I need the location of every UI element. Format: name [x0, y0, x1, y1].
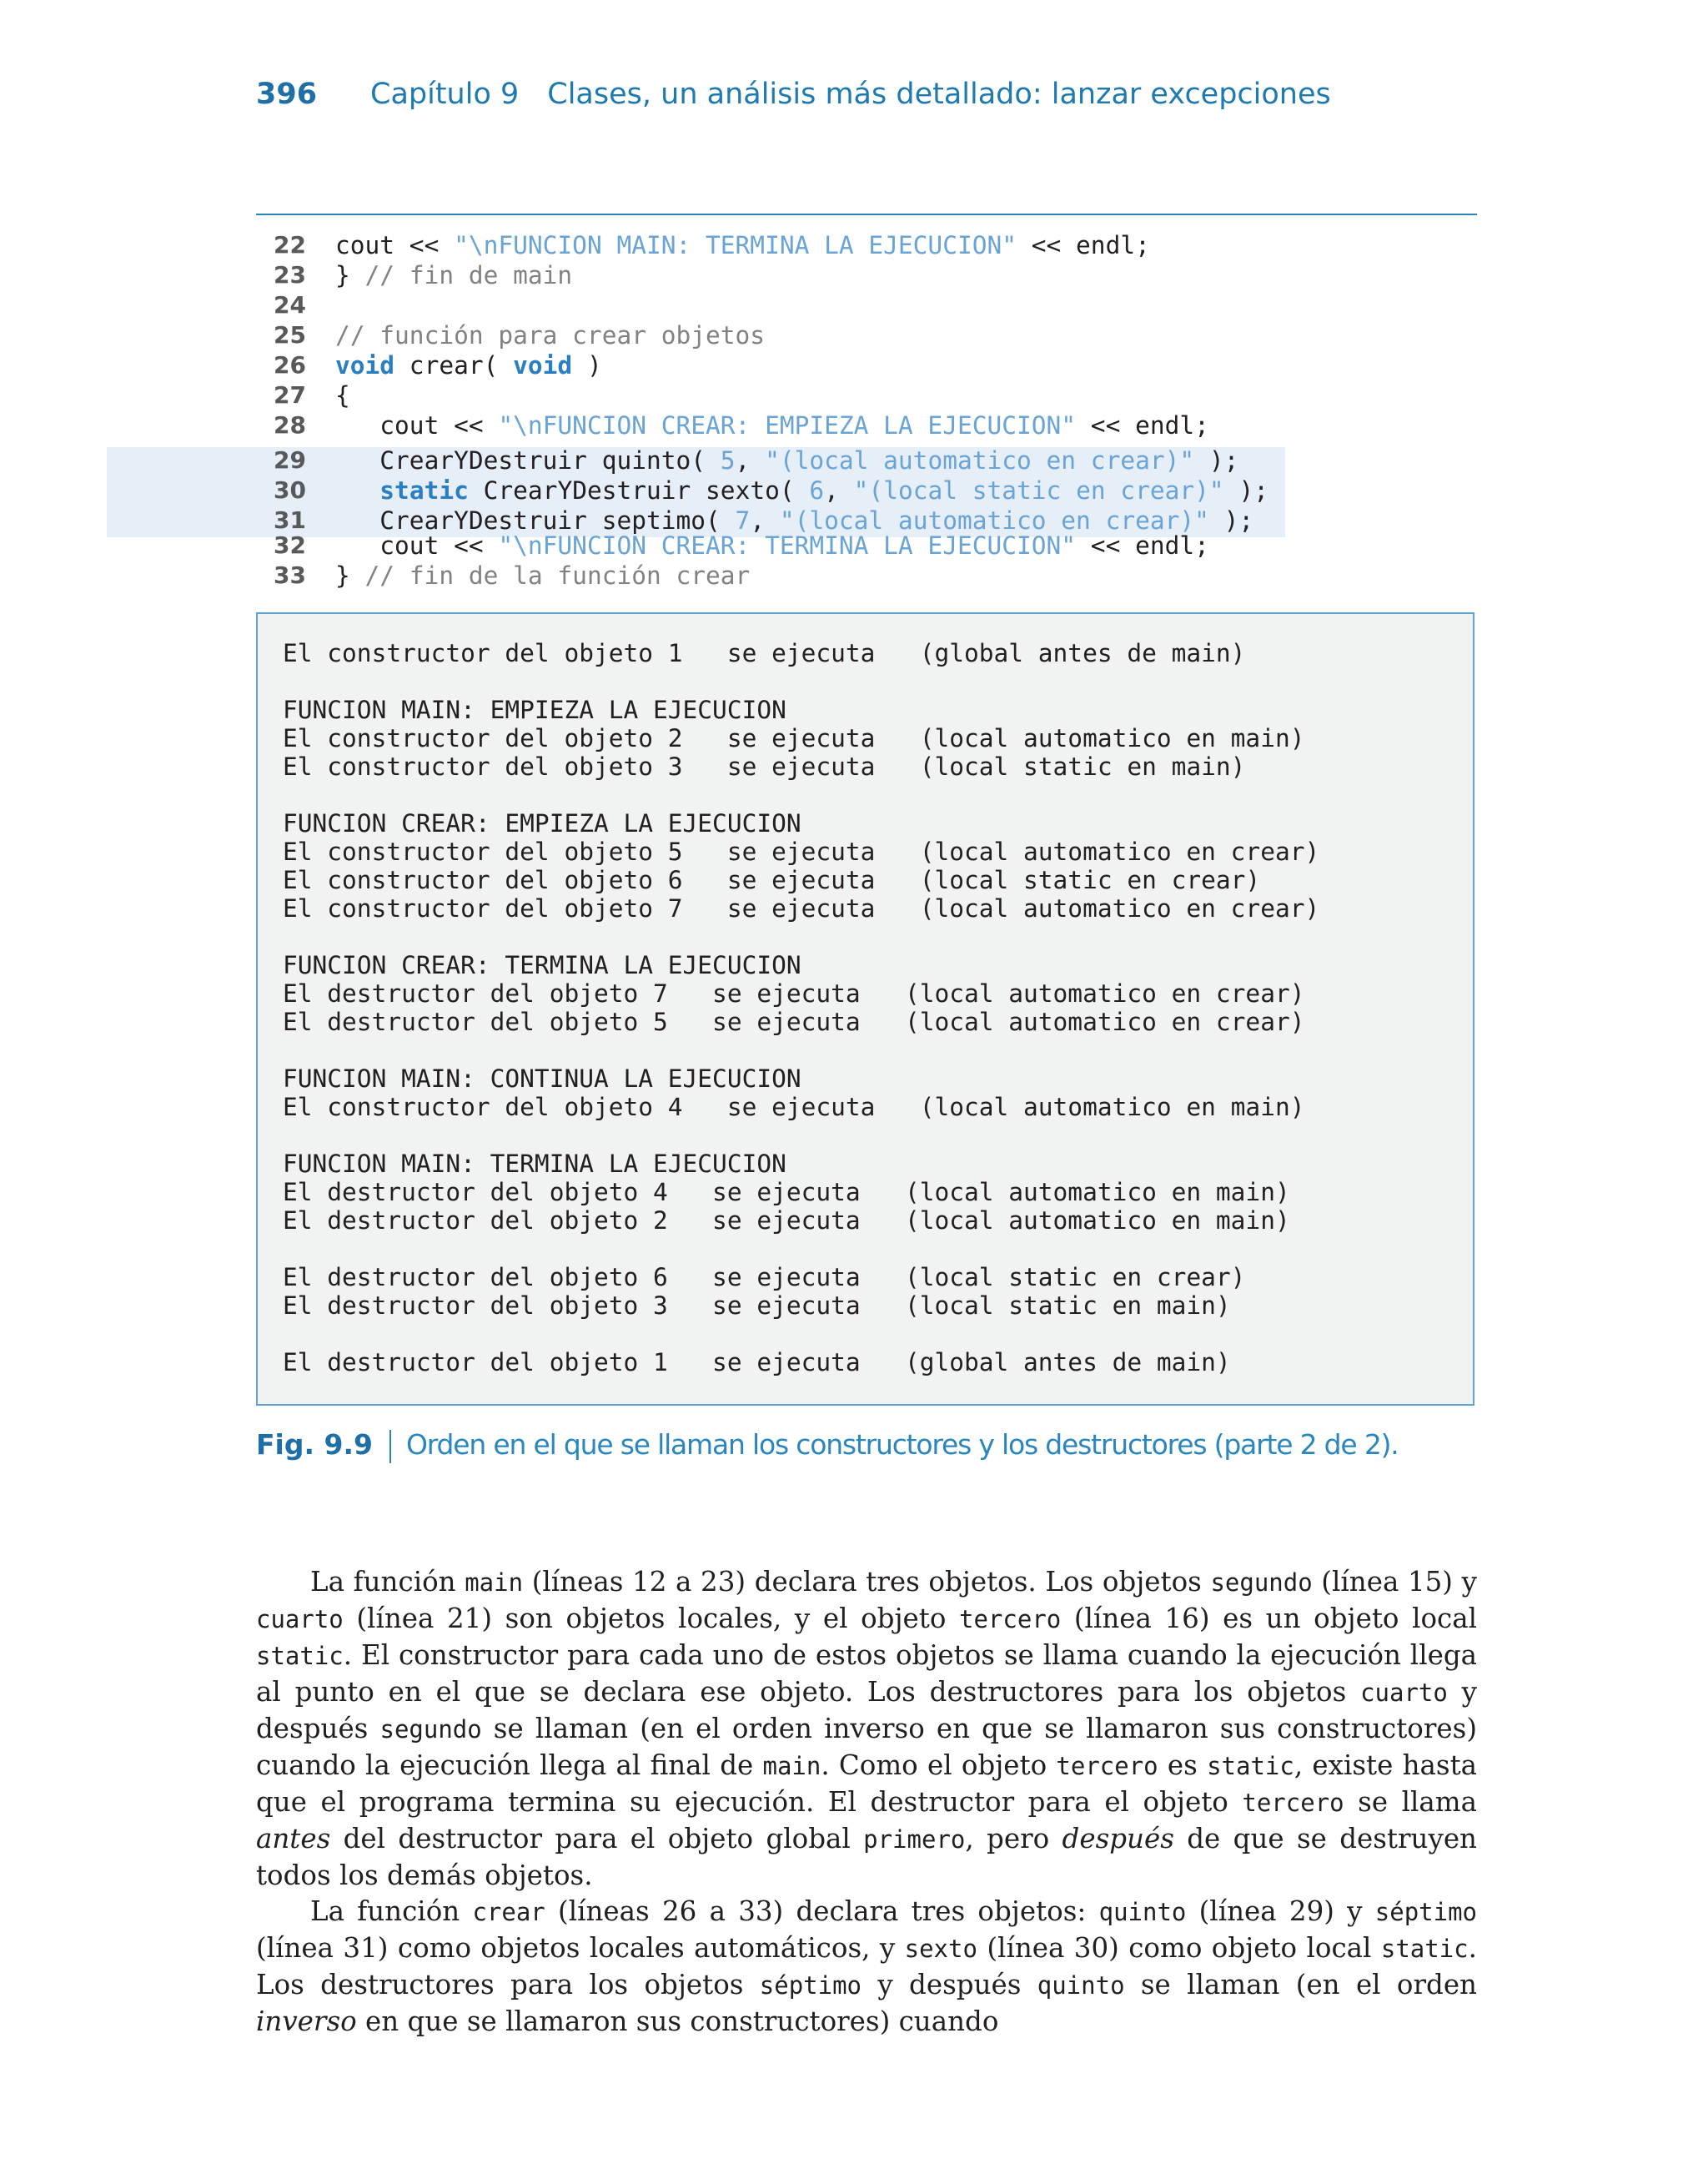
- code-text: } // fin de main: [335, 261, 573, 289]
- code-text: // función para crear objetos: [335, 321, 766, 350]
- code-text: void crear( void ): [335, 351, 602, 380]
- code-line: [256, 531, 1477, 561]
- output-line: FUNCION MAIN: TERMINA LA EJECUCION: [283, 1150, 786, 1178]
- code-line: [256, 561, 1477, 591]
- page-number: 396: [256, 78, 318, 111]
- output-line: El constructor del objeto 6 se ejecuta (local static en crear): [283, 866, 1261, 894]
- output-line: El destructor del objeto 1 se ejecuta (global antes de main): [283, 1348, 1231, 1376]
- output-line: El destructor del objeto 7 se ejecuta (local automatico en crear): [283, 979, 1305, 1008]
- line-number: 29: [274, 446, 306, 474]
- body-paragraph: La función crear (líneas 26 a 33) declara tres objetos: quinto (línea 29) y séptimo (línea 31) como objetos locales automáticos, y sexto (línea 30) como objeto local static. Los destructores para los objetos séptimo y después quinto se llaman (en el orden inverso en que se llamaron sus constructores) cuando: [256, 1895, 1478, 2037]
- output-line: El constructor del objeto 2 se ejecuta (local automatico en main): [283, 724, 1305, 752]
- caption-text: Orden en el que se llaman los constructores y los destructores (parte 2 de 2).: [405, 1428, 1399, 1461]
- output-line: El constructor del objeto 1 se ejecuta (global antes de main): [283, 639, 1246, 667]
- code-line: [256, 320, 1477, 350]
- code-line: [256, 260, 1477, 290]
- line-number: 26: [274, 351, 306, 379]
- figure-label: Fig. 9.9: [256, 1428, 373, 1461]
- figure-caption: [256, 1428, 1399, 1463]
- code-line: [256, 410, 1477, 440]
- output-line: FUNCION CREAR: EMPIEZA LA EJECUCION: [283, 809, 801, 838]
- output-line: FUNCION CREAR: TERMINA LA EJECUCION: [283, 951, 801, 979]
- output-line: El destructor del objeto 2 se ejecuta (local automatico en main): [283, 1206, 1290, 1235]
- caption-divider: [389, 1430, 391, 1463]
- line-number: 30: [274, 476, 306, 504]
- code-text: cout << "\nFUNCION CREAR: TERMINA LA EJECUCION" << endl;: [335, 531, 1209, 560]
- line-number: 32: [274, 531, 306, 559]
- line-number: 22: [274, 231, 306, 259]
- line-number: 33: [274, 561, 306, 589]
- output-line: FUNCION MAIN: EMPIEZA LA EJECUCION: [283, 696, 786, 724]
- output-line: El constructor del objeto 5 se ejecuta (local automatico en crear): [283, 838, 1320, 866]
- chapter-label: Capítulo 9: [370, 78, 520, 111]
- output-line: El constructor del objeto 7 se ejecuta (local automatico en crear): [283, 894, 1320, 923]
- line-number: 28: [274, 411, 306, 439]
- line-number: 25: [274, 321, 306, 349]
- body-text: [256, 1564, 1477, 2040]
- line-number: 23: [274, 261, 306, 289]
- program-output-box: [256, 612, 1474, 1406]
- output-line: El destructor del objeto 5 se ejecuta (local automatico en crear): [283, 1008, 1305, 1036]
- output-line: El destructor del objeto 6 se ejecuta (local static en crear): [283, 1263, 1246, 1291]
- output-line: El destructor del objeto 4 se ejecuta (local automatico en main): [283, 1178, 1290, 1206]
- code-text: } // fin de la función crear: [335, 561, 751, 590]
- top-rule: [256, 214, 1477, 215]
- code-text: cout << "\nFUNCION CREAR: EMPIEZA LA EJECUCION" << endl;: [335, 411, 1209, 440]
- code-line: [256, 380, 1477, 410]
- code-line: [256, 476, 1477, 506]
- output-line: FUNCION MAIN: CONTINUA LA EJECUCION: [283, 1064, 801, 1093]
- line-number: 31: [274, 506, 306, 534]
- chapter-title: Clases, un análisis más detallado: lanzar excepciones: [547, 78, 1331, 111]
- output-line: El constructor del objeto 3 se ejecuta (local static en main): [283, 752, 1246, 781]
- code-line: [256, 230, 1477, 260]
- code-text: static CrearYDestruir sexto( 6, "(local static en crear)" );: [379, 476, 1268, 505]
- code-line: [256, 445, 1477, 476]
- running-header: [256, 78, 1331, 119]
- line-number: 24: [274, 291, 306, 319]
- code-text: CrearYDestruir quinto( 5, "(local automatico en crear)" );: [335, 446, 1239, 475]
- code-line: [256, 290, 1477, 320]
- code-line: [256, 350, 1477, 380]
- output-line: El destructor del objeto 3 se ejecuta (local static en main): [283, 1291, 1231, 1320]
- code-text: CrearYDestruir septimo( 7, "(local automatico en crear)" );: [335, 506, 1254, 535]
- code-text: cout << "\nFUNCION MAIN: TERMINA LA EJECUCION" << endl;: [335, 231, 1150, 259]
- code-text: {: [335, 381, 350, 410]
- body-paragraph: La función main (líneas 12 a 23) declara tres objetos. Los objetos segundo (línea 15) y cuarto (línea 21) son objetos locales, y el objeto tercero (línea 16) es un objeto local static. El constructor para cada uno de estos objetos se llama cuando la ejecución llega al punto en el que se declara ese objeto. Los destructores para los objetos cuarto y después segundo se llaman (en el orden inverso en que se llamaron sus constructores) cuando la ejecución llega al final de main. Como el objeto tercero es static, existe hasta que el programa termina su ejecución. El destructor para el objeto tercero se llama antes del destructor para el objeto global primero, pero después de que se destruyen todos los demás objetos.: [256, 1566, 1478, 1891]
- output-line: El constructor del objeto 4 se ejecuta (local automatico en main): [283, 1093, 1305, 1121]
- line-number: 27: [274, 381, 306, 409]
